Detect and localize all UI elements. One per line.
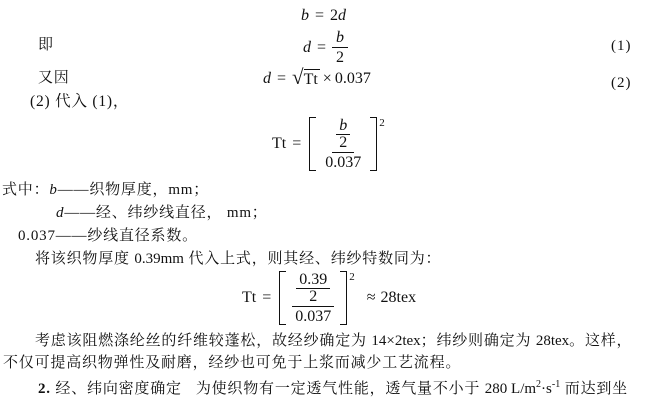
var-b: b: [301, 7, 309, 24]
p3-post: 而达到坐: [560, 381, 628, 397]
side-label-youyin: 又因: [38, 70, 70, 86]
inner-fraction: [296, 272, 330, 305]
var-d: d: [303, 38, 311, 56]
sup-2: 2: [536, 379, 542, 390]
dash: ——: [64, 205, 96, 221]
p1-pre: 将该织物厚度: [35, 251, 135, 267]
square-root: [292, 65, 320, 89]
p2-post: 。这样，: [569, 333, 633, 349]
radical-sign: √: [292, 65, 304, 89]
value-280: 280 L/m: [484, 381, 537, 397]
coefficient-0037: 0.037: [334, 70, 371, 87]
inner-numerator-b: b: [336, 118, 350, 135]
paragraph-density-heading: [38, 375, 628, 399]
desc-yarn-diameter: 经、纬纱线直径， mm；: [95, 205, 268, 221]
equation-tt-general: [272, 117, 385, 171]
symbol-0037: 0.037: [18, 228, 56, 244]
exponent-2: 2: [379, 117, 385, 129]
multiply-sign: ×: [322, 70, 332, 87]
var-d: d: [338, 7, 347, 24]
equation-number-1: (1): [611, 38, 632, 54]
inner-numerator-039: 0.39: [296, 272, 330, 289]
outer-fraction: [291, 271, 335, 325]
p3-body: 为使织物有一定透气性能，透气量不小于: [195, 381, 485, 397]
outer-fraction: [321, 117, 365, 171]
substitution-line: (2) 代入 (1)，: [30, 93, 130, 110]
side-label-ji: 即: [38, 37, 54, 53]
equals-sign: =: [315, 7, 325, 24]
where-line-d: [56, 203, 268, 223]
outer-numerator: [292, 271, 334, 307]
value-039mm: 0.39mm: [134, 251, 184, 267]
desc-diameter-coefficient: 纱线直径系数。: [87, 228, 198, 244]
exponent-2: 2: [349, 271, 355, 283]
coefficient-2: 2: [330, 7, 339, 24]
value-14x2tex: 14×2tex: [371, 333, 421, 349]
radicand-Tt: Tt: [303, 71, 318, 88]
symbol-b: b: [49, 182, 58, 198]
equals-sign: =: [277, 70, 287, 87]
inner-denominator-2: 2: [339, 134, 348, 151]
equals-sign: =: [317, 38, 327, 56]
equation-number-2: (2): [611, 75, 632, 91]
result-28tex: 28tex: [380, 289, 417, 306]
outer-numerator: [332, 117, 354, 153]
symbol-Tt: Tt: [242, 289, 257, 306]
approx-sign: ≈: [366, 289, 376, 306]
where-line-0037: [18, 226, 198, 246]
symbol-Tt: Tt: [272, 135, 287, 152]
where-line-b: [2, 180, 209, 200]
left-bracket: [309, 117, 316, 171]
where-intro: 式中：: [2, 182, 50, 198]
paragraph-thickness: [35, 249, 441, 269]
sup-minus1: -1: [551, 379, 561, 390]
numerator-b: b: [332, 29, 348, 48]
inner-denominator-2: 2: [309, 288, 318, 305]
outer-denominator: 0.037: [325, 154, 362, 171]
right-bracket: [370, 117, 377, 171]
equation-1: [303, 29, 348, 66]
outer-denominator: 0.037: [295, 308, 332, 325]
inner-fraction: [336, 118, 350, 151]
p2-pre: 考虑该阻燃涤纶丝的纤维较蓬松，故经纱确定为: [35, 333, 372, 349]
equation-tt-value: [242, 271, 416, 325]
equation-b-equals-2d: [301, 7, 346, 25]
section-number: 2.: [38, 381, 51, 397]
value-28tex: 28tex: [535, 333, 570, 349]
right-bracket: [340, 271, 347, 325]
equals-sign: =: [262, 289, 272, 306]
desc-fabric-thickness: 织物厚度，mm；: [89, 182, 210, 198]
left-bracket: [279, 271, 286, 325]
p2-mid: ；纬纱则确定为: [420, 333, 536, 349]
dash: ——: [57, 182, 90, 198]
paragraph-yarn-count-line2: 不仅可提高织物弹性及耐磨，经纱也可免于上浆而减少工艺流程。: [3, 355, 462, 371]
var-d: d: [263, 70, 271, 87]
value-dot-s: ·s: [541, 381, 552, 397]
section-heading: 经、纬向密度确定: [55, 381, 182, 397]
fraction-b-over-2: [332, 29, 348, 66]
symbol-d: d: [56, 205, 65, 221]
dash: ——: [55, 228, 88, 244]
paragraph-yarn-count-line1: [35, 331, 632, 351]
equals-sign: =: [292, 135, 302, 152]
equation-2: [263, 65, 371, 89]
p1-post: 代入上式，则其经、纬纱特数同为：: [183, 251, 442, 267]
denominator-2: 2: [336, 49, 345, 66]
